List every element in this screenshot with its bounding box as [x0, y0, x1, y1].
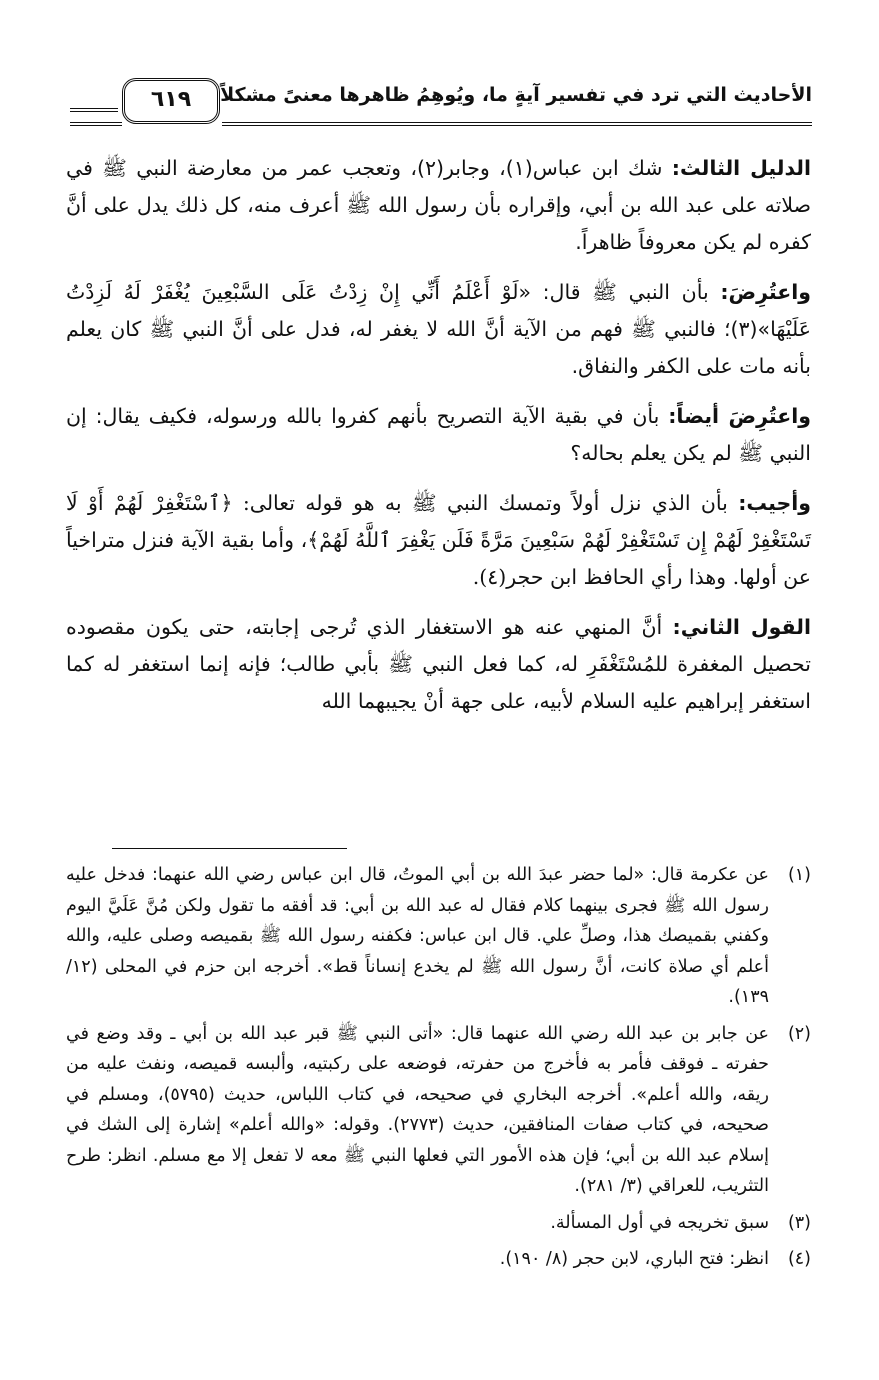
page-header — [70, 78, 812, 132]
paragraph-third-evidence — [66, 150, 811, 261]
footnote-number: (٢) — [787, 1023, 811, 1044]
footnote-separator — [112, 848, 347, 849]
paragraph-body: بأن في بقية الآية التصريح بأنهم كفروا بالله ورسوله، فكيف يقال: إن النبي ﷺ لم يكن يعلم بحاله؟ — [66, 404, 811, 465]
paragraph-heading: واعتُرِضَ: — [720, 280, 811, 304]
page-number: ٦١٩ — [122, 78, 220, 124]
paragraph-heading: وأجيب: — [738, 491, 811, 515]
paragraph-body: أنَّ المنهي عنه هو الاستغفار الذي تُرجى إجابته، حتى يكون مقصوده تحصيل المغفرة للمُسْتَغْفَرِ له، كما فعل النبي ﷺ بأبي طالب؛ فإنه إنما استغفر له كما استغفر إبراهيم عليه السلام لأبيه، على جهة أنْ يجيبهما الله — [66, 615, 811, 713]
paragraph-second-opinion — [66, 609, 811, 720]
footnote-text: عن عكرمة قال: «لما حضر عبدَ الله بن أبي الموتُ، قال ابن عباس رضي الله عنهما: فدخل عليه رسول الله ﷺ فجرى بينهما كلام فقال له عبد الله بن أبي: قد أفقه ما تقول ولكن مُنَّ عَلَيَّ اليوم وكفني بقميصك هذا، وصلِّ علي. قال ابن عباس: فكفنه رسول الله ﷺ بقميصه وصلى عليه، والله أعلم أي صلاة كانت، أنَّ رسول الله ﷺ لم يخدع إنساناً قط». أخرجه ابن حزم في المحلى (١٢/ ١٣٩). — [66, 865, 769, 1007]
header-rule-left-upper — [70, 108, 118, 112]
footnotes — [66, 860, 811, 1281]
footnote-3 — [66, 1208, 811, 1239]
running-title: الأحاديث التي ترد في تفسير آيةٍ ما، ويُوهِمُ ظاهرها معنىً مشكلاً — [220, 84, 812, 106]
paragraph-body: بأن النبي ﷺ قال: «لَوْ أَعْلَمُ أَنِّي إِنْ زِدْتُ عَلَى السَّبْعِينَ يُغْفَرْ لَهُ لَزِدْتُ عَلَيْهَا»(٣)؛ فالنبي ﷺ فهم من الآية أنَّ الله لا يغفر له، فدل على أنَّ النبي ﷺ كان يعلم بأنه مات على الكفر والنفاق. — [66, 280, 811, 378]
paragraph-objection — [66, 274, 811, 385]
footnote-text: عن جابر بن عبد الله رضي الله عنهما قال: «أتى النبي ﷺ قبر عبد الله بن أبي ـ وقد وضع في حفرته ـ فوقف فأمر به فأخرج من حفرته، فوضعه على ركبتيه، وألبسه قميصه، ونفث عليه من ريقه، والله أعلم». أخرجه البخاري في صحيحه، في كتاب اللباس، حديث (٥٧٩٥)، ومسلم في صحيحه، في كتاب صفات المنافقين، حديث (٢٧٧٣). وقوله: «والله أعلم» إشارة إلى الشك في إسلام عبد الله بن أبي؛ فإن هذه الأمور التي فعلها النبي ﷺ معه لا تفعل إلا مع مسلم. انظر: طرح التثريب، للعراقي (٣/ ٢٨١). — [66, 1023, 769, 1196]
footnote-1 — [66, 860, 811, 1013]
footnote-number: (٣) — [787, 1212, 811, 1233]
paragraph-answer — [66, 485, 811, 596]
footnote-text: سبق تخريجه في أول المسألة. — [550, 1212, 769, 1233]
header-rule-left — [70, 122, 122, 126]
footnote-text: انظر: فتح الباري، لابن حجر (٨/ ١٩٠). — [499, 1249, 769, 1269]
footnote-2 — [66, 1019, 811, 1202]
paragraph-body: بأن الذي نزل أولاً وتمسك النبي ﷺ به هو قوله تعالى: ﴿ٱسْتَغْفِرْ لَهُمْ أَوْ لَا تَسْتَغْفِرْ لَهُمْ إِن تَسْتَغْفِرْ لَهُمْ سَبْعِينَ مَرَّةً فَلَن يَغْفِرَ ٱللَّهُ لَهُمْ﴾، وأما بقية الآية فنزل متراخياً عن أولها. وهذا رأي الحافظ ابن حجر(٤). — [66, 491, 811, 589]
header-rule-right — [222, 122, 812, 126]
paragraph-objection-also — [66, 398, 811, 472]
footnote-4 — [66, 1244, 811, 1275]
footnote-number: (٤) — [787, 1249, 811, 1269]
paragraph-heading: الدليل الثالث: — [671, 156, 812, 180]
main-text — [66, 150, 811, 733]
paragraph-heading: واعتُرِضَ أيضاً: — [668, 404, 811, 428]
footnote-number: (١) — [787, 865, 811, 885]
paragraph-body: شك ابن عباس(١)، وجابر(٢)، وتعجب عمر من معارضة النبي ﷺ في صلاته على عبد الله بن أبي، وإقراره بأن رسول الله ﷺ أعرف منه، كل ذلك يدل على أنَّ كفره لم يكن معروفاً ظاهراً. — [66, 156, 811, 254]
paragraph-heading: القول الثاني: — [672, 615, 811, 639]
